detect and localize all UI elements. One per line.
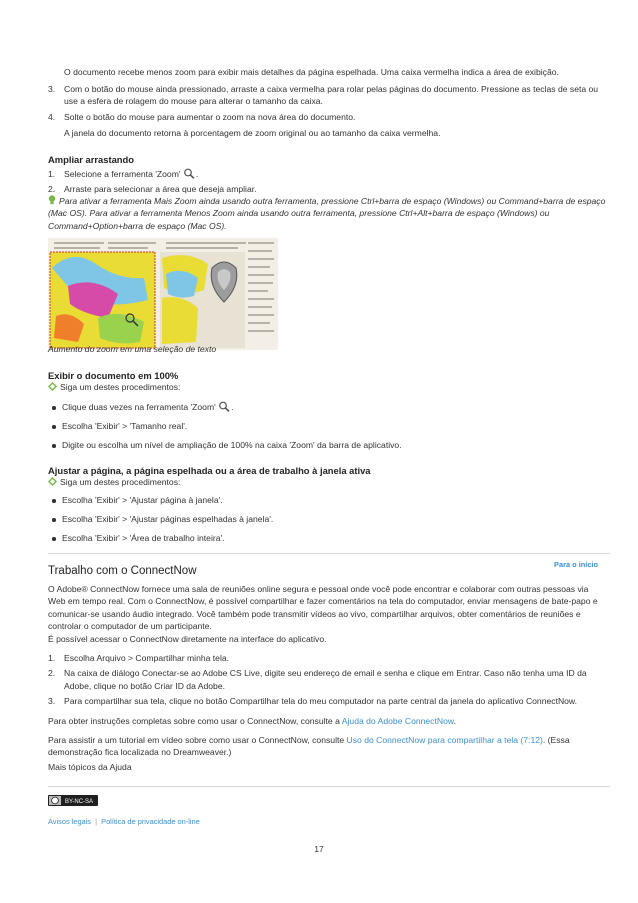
cc-license-icon[interactable]: [48, 795, 98, 806]
step-item: 1. Escolha Arquivo > Compartilhar minha tela.: [48, 653, 230, 663]
footer-divider: [48, 786, 610, 787]
list-item: Escolha 'Exibir' > 'Ajustar página à janela'.: [52, 494, 612, 513]
procedure-diamond-icon: [48, 477, 57, 486]
list-item: Escolha 'Exibir' > 'Ajustar páginas espelhadas à janela'.: [52, 513, 612, 532]
exibir-options-list: [52, 401, 612, 458]
more-help-topics: Mais tópicos da Ajuda: [48, 762, 132, 772]
page-number: 17: [314, 844, 324, 854]
section-heading-connectnow: Trabalho com o ConnectNow: [48, 565, 197, 577]
list-item: Clique duas vezes na ferramenta 'Zoom' .: [52, 401, 612, 420]
step-item: 3. Com o botão do mouse ainda pressionado, arraste a caixa vermelha para rolar pelas páginas do documento. Pressione as teclas de seta ou use a esfera de rolagem do mouse para alterar o tamanho da caixa.: [48, 84, 599, 107]
ajustar-options-list: [52, 494, 612, 551]
step-item: 4. Solte o botão do mouse para aumentar o zoom na nova área do documento.: [48, 111, 356, 122]
step-item: 2. Arraste para selecionar a área que deseja ampliar.: [48, 184, 257, 195]
section-heading-ampliar: Ampliar arrastando: [48, 154, 134, 165]
section-divider: [48, 553, 610, 554]
footer-links: Avisos legais | Política de privacidade on-line: [48, 817, 200, 826]
procedure-lead: Siga um destes procedimentos:: [48, 476, 180, 488]
intro-steps: [48, 83, 608, 126]
step-item: 3. Para compartilhar sua tela, clique no botão Compartilhar tela do meu computador na parte central da janela do aplicativo ConnectNow.: [48, 696, 578, 707]
procedure-lead: Siga um destes procedimentos:: [48, 381, 180, 393]
legal-notices-link[interactable]: Avisos legais: [48, 817, 91, 826]
step-item: 1. Selecione a ferramenta 'Zoom' .: [48, 169, 199, 179]
procedure-diamond-icon: [48, 382, 57, 391]
intro-paragraph: O documento recebe menos zoom para exibir mais detalhes da página espelhada. Uma caixa vermelha indica a área de exibição.: [64, 67, 559, 77]
lightbulb-icon: [48, 195, 56, 205]
section-heading-exibir: Exibir o documento em 100%: [48, 370, 179, 381]
connectnow-steps: [48, 652, 608, 711]
zoom-selection-illustration: [48, 238, 278, 350]
connectnow-tutorial-paragraph: Para assistir a um tutorial em vídeo sobre como usar o ConnectNow, consulte Uso do ConnectNow para compartilhar a tela (7:12). (Essa demonstração fica localizada no Dreamweaver.): [48, 735, 570, 758]
back-to-top-link[interactable]: Para o início: [554, 560, 598, 569]
list-item: Digite ou escolha um nível de ampliação de 100% na caixa 'Zoom' da barra de aplicativo.: [52, 439, 612, 458]
license-badge-text: BY-NC-SA: [64, 799, 94, 805]
connectnow-intro-paragraph: O Adobe® ConnectNow fornece uma sala de reuniões online segura e pessoal onde você pode encontrar e colaborar com outras pessoas via Web em tempo real. Com o ConnectNow, é possível compartilhar e fazer comentários na tela do computador, enviar mensagens de bate-papo e comunicar-se usando áudio integrado. Você também pode transmitir vídeos ao vivo, compartilhar arquivos, obter comentários de reuniões e controlar o computador de um participante.: [48, 584, 598, 632]
connectnow-access-paragraph: É possível acessar o ConnectNow diretamente na interface do aplicativo.: [48, 634, 327, 644]
zoom-tool-icon: [183, 168, 196, 179]
list-item: Escolha 'Exibir' > 'Área de trabalho inteira'.: [52, 532, 612, 551]
zoom-tool-icon: [218, 401, 231, 412]
privacy-policy-link[interactable]: Política de privacidade on-line: [101, 817, 200, 826]
step-item: 2. Na caixa de diálogo Conectar-se ao Adobe CS Live, digite seu endereço de email e senha e clique em Entrar. Caso não tenha uma ID da Adobe, clique no botão Criar ID da Adobe.: [48, 668, 587, 691]
intro-result-paragraph: A janela do documento retorna à porcentagem de zoom original ou ao tamanho da caixa vermelha.: [64, 128, 441, 138]
tip-paragraph: Para ativar a ferramenta Mais Zoom ainda usando outra ferramenta, pressione Ctrl+barra de espaço (Windows) ou Command+barra de espaço (Mac OS). Para ativar a ferramenta Menos Zoom ainda usando outra ferramenta, pressione Ctrl+Alt+barra de espaço (Windows) ou Command+Option+barra de espaço (Mac OS).: [48, 196, 606, 231]
connectnow-tutorial-link[interactable]: Uso do ConnectNow para compartilhar a tela (7:12): [346, 735, 543, 745]
illustration-caption: Aumento do zoom em uma seleção de texto: [48, 344, 217, 354]
list-item: Escolha 'Exibir' > 'Tamanho real'.: [52, 420, 612, 439]
connectnow-help-link[interactable]: Ajuda do Adobe ConnectNow: [341, 716, 454, 726]
connectnow-help-paragraph: Para obter instruções completas sobre como usar o ConnectNow, consulte a Ajuda do Adobe ConnectNow.: [48, 716, 456, 726]
section-heading-ajustar: Ajustar a página, a página espelhada ou a área de trabalho à janela ativa: [48, 465, 371, 476]
